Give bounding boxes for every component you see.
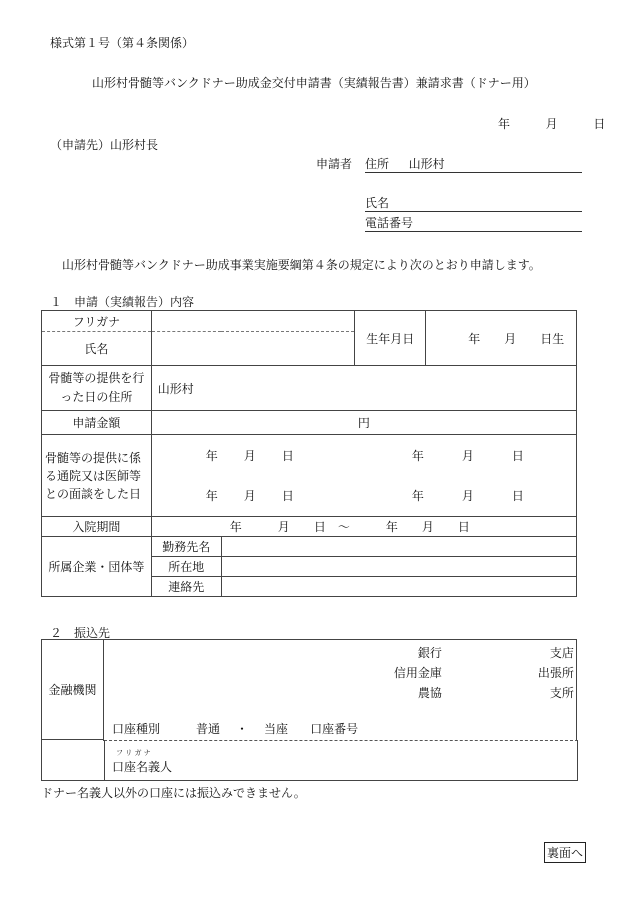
visit-label-line3: との面談をした日 [45,486,142,501]
note-text: ドナー名義人以外の口座には振込みできません。 [41,786,306,800]
account-type-label: 口座種別 [112,722,161,736]
address-label [42,366,152,411]
visit2-month-unit: 月 [461,448,474,463]
section2-heading: ２ 振込先 [50,626,111,640]
account-row[interactable] [104,720,578,741]
visit-label-line1: 骨髄等の提供に係 [45,450,142,465]
applicant-label: 申請者 [316,157,353,171]
visit1-day-unit: 日 [281,448,294,463]
org-label: 所属企業・団体等 [42,537,152,597]
branch-type-shucchojo: 出張所 [537,666,574,680]
right-border [577,740,578,781]
org-contact-field[interactable] [221,577,576,597]
hospitalization-label: 入院期間 [42,517,152,537]
org-workplace-field[interactable] [221,537,576,557]
name-label: 氏名 [42,332,152,366]
visit2-year-unit: 年 [411,448,424,463]
hosp-end-year-unit: 年 [385,520,398,534]
account-current[interactable]: 当座 [264,722,289,736]
bank-label: 金融機関 [42,640,104,740]
hosp-start-month-unit: 月 [277,520,290,534]
address-label-line1: 骨髄等の提供を行 [48,371,145,385]
hosp-start-year-unit: 年 [229,520,242,534]
dob-year-unit: 年 [468,331,481,346]
applicant-name-field[interactable] [365,194,582,212]
hosp-start-day-unit: 日 [313,520,326,534]
bank-label-cell-extension [41,740,105,781]
account-ordinary[interactable]: 普通 [196,722,221,736]
account-holder-field[interactable] [104,741,578,781]
applicant-address-label: 住所 [365,157,390,171]
org-location-field[interactable] [221,557,576,577]
application-table [41,310,577,597]
visit4-year-unit: 年 [411,488,424,503]
applicant-phone-label: 電話番号 [365,216,414,230]
visit4-month-unit: 月 [461,488,474,503]
intro-text: 山形村骨髄等バンクドナー助成事業実施要綱第４条の規定により次のとおり申請します。 [62,258,541,272]
applicant-phone-field[interactable] [365,214,582,232]
amount-field[interactable] [151,411,576,435]
back-page-label: 裏面へ [544,842,586,863]
dob-field[interactable] [426,311,577,366]
name-field[interactable] [151,332,355,366]
account-separator: ・ [236,722,249,736]
bank-type-shinkin: 信用金庫 [393,666,442,680]
hosp-end-day-unit: 日 [457,520,470,534]
dob-label: 生年月日 [355,311,426,366]
visit1-month-unit: 月 [243,448,256,463]
recipient: （申請先）山形村長 [50,138,159,152]
dob-month-unit: 月 [504,331,517,346]
visit1-year-unit: 年 [205,448,218,463]
org-contact-label: 連絡先 [151,577,221,597]
date-month-unit: 月 [545,117,558,131]
visit2-day-unit: 日 [511,448,524,463]
form-title: 山形村骨髄等バンクドナー助成金交付申請書（実績報告書）兼請求書（ドナー用） [92,76,536,90]
address-value: 山形村 [157,381,194,396]
dob-day-unit: 日生 [540,331,565,346]
branch-type-shisho: 支所 [549,686,574,700]
applicant-address-field[interactable] [365,155,582,173]
bank-type-bank: 銀行 [417,646,442,660]
form-number: 様式第１号（第４条関係） [50,36,195,50]
bank-type-nokyo: 農協 [417,686,442,700]
address-field[interactable] [151,366,576,411]
date-year-unit: 年 [498,117,511,131]
hospitalization-field[interactable] [151,517,576,537]
amount-unit: 円 [357,416,370,430]
visit3-month-unit: 月 [243,488,256,503]
hosp-tilde: ～ [337,520,350,534]
org-location-label: 所在地 [151,557,221,577]
visit3-year-unit: 年 [205,488,218,503]
applicant-name-label: 氏名 [365,196,390,210]
date-fields [498,115,605,132]
visit-label-line2: る通院又は医師等 [45,468,142,483]
furigana-field[interactable] [151,311,355,332]
furigana-label: フリガナ [42,311,152,332]
section1-heading: １ 申請（実績報告）内容 [50,295,195,309]
date-day-unit: 日 [593,117,606,131]
visit-dates-field[interactable] [151,435,576,517]
address-label-line2: った日の住所 [60,390,133,404]
branch-type-shiten: 支店 [549,646,574,660]
visit3-day-unit: 日 [281,488,294,503]
visit-label [42,435,152,517]
holder-furigana: フ リ ガ ナ [116,749,151,757]
hosp-end-month-unit: 月 [421,520,434,534]
org-workplace-label: 勤務先名 [151,537,221,557]
amount-label: 申請金額 [42,411,152,435]
applicant-address-value: 山形村 [408,157,445,171]
account-number-label: 口座番号 [310,722,359,736]
visit4-day-unit: 日 [511,488,524,503]
holder-label: 口座名義人 [112,760,173,774]
